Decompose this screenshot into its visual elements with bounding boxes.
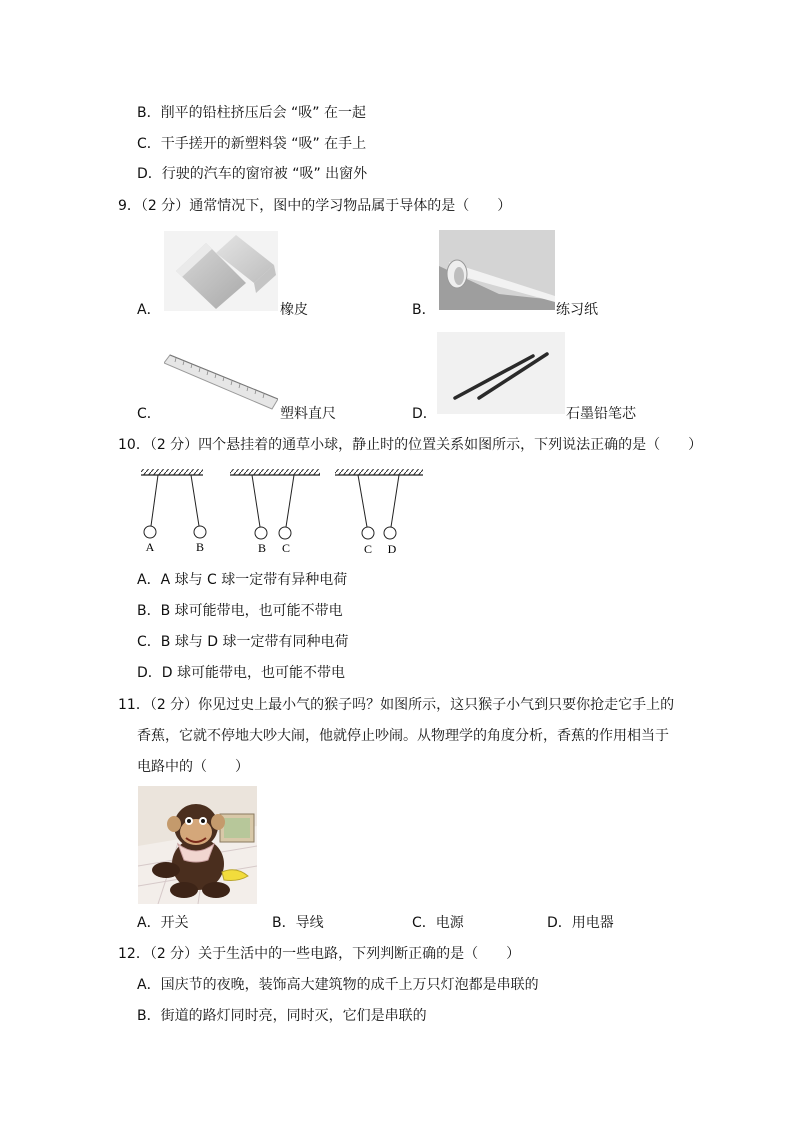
q9-option-c-letter: C． — [137, 406, 161, 422]
q9-option-c-caption: 塑料直尺 — [280, 406, 336, 422]
q11-stem-line1: 11．（2 分）你见过史上最小气的猴子吗？如图所示，这只猴子小气到只要你抢走它手上的 — [118, 697, 675, 713]
q11-stem-line2: 香蕉，它就不停地大吵大闹，他就停止吵闹。从物理学的角度分析，香蕉的作用相当于 — [137, 728, 669, 744]
q12-option-a: A．国庆节的夜晚，装饰高大建筑物的成千上万只灯泡都是串联的 — [137, 977, 539, 993]
eraser-image — [164, 231, 278, 311]
q10-stem: 10．（2 分）四个悬挂着的通草小球，静止时的位置关系如图所示，下列说法正确的是（ ） — [118, 437, 703, 453]
ball-label-b1: B — [195, 540, 205, 554]
q8-option-b: B．削平的铅柱挤压后会 “吸” 在一起 — [137, 105, 367, 121]
q9-option-a-letter: A． — [137, 302, 161, 318]
q8-option-d: D．行驶的汽车的窗帘被 “吸” 出窗外 — [137, 166, 368, 182]
suspended-balls-diagram — [136, 466, 426, 558]
ball-label-a1: A — [145, 540, 155, 554]
q12-option-b: B．街道的路灯同时亮，同时灭，它们是串联的 — [137, 1008, 427, 1024]
q11-option-a: A．开关 — [137, 915, 189, 931]
q9-option-b-letter: B． — [412, 302, 436, 318]
paper-image — [439, 230, 555, 310]
q9-option-d-caption: 石墨铅笔芯 — [566, 406, 636, 422]
q9-option-d-letter: D． — [412, 406, 437, 422]
q10-option-d: D．D 球可能带电，也可能不带电 — [137, 665, 346, 681]
pencil-lead-image — [437, 332, 565, 414]
ball-label-d1: D — [387, 542, 397, 556]
q10-option-c: C．B 球与 D 球一定带有同种电荷 — [137, 634, 349, 650]
q11-stem-line3: 电路中的（ ） — [137, 759, 249, 775]
q11-option-b: B．导线 — [272, 915, 324, 931]
q10-option-a: A．A 球与 C 球一定带有异种电荷 — [137, 572, 348, 588]
q12-stem: 12．（2 分）关于生活中的一些电路，下列判断正确的是（ ） — [118, 946, 521, 962]
q11-option-c: C．电源 — [412, 915, 464, 931]
q9-option-b-caption: 练习纸 — [556, 302, 598, 318]
ball-label-c2: C — [363, 542, 373, 556]
q11-option-d: D．用电器 — [547, 915, 614, 931]
ball-label-c1: C — [281, 541, 291, 555]
ball-label-b2: B — [257, 541, 267, 555]
q9-option-a-caption: 橡皮 — [280, 302, 308, 318]
ruler-image — [164, 347, 278, 417]
q8-option-c: C．干手搓开的新塑料袋 “吸” 在手上 — [137, 136, 367, 152]
q9-stem: 9．（2 分）通常情况下，图中的学习物品属于导体的是（ ） — [118, 198, 512, 214]
q10-option-b: B．B 球可能带电，也可能不带电 — [137, 603, 343, 619]
monkey-toy-image — [138, 786, 257, 904]
